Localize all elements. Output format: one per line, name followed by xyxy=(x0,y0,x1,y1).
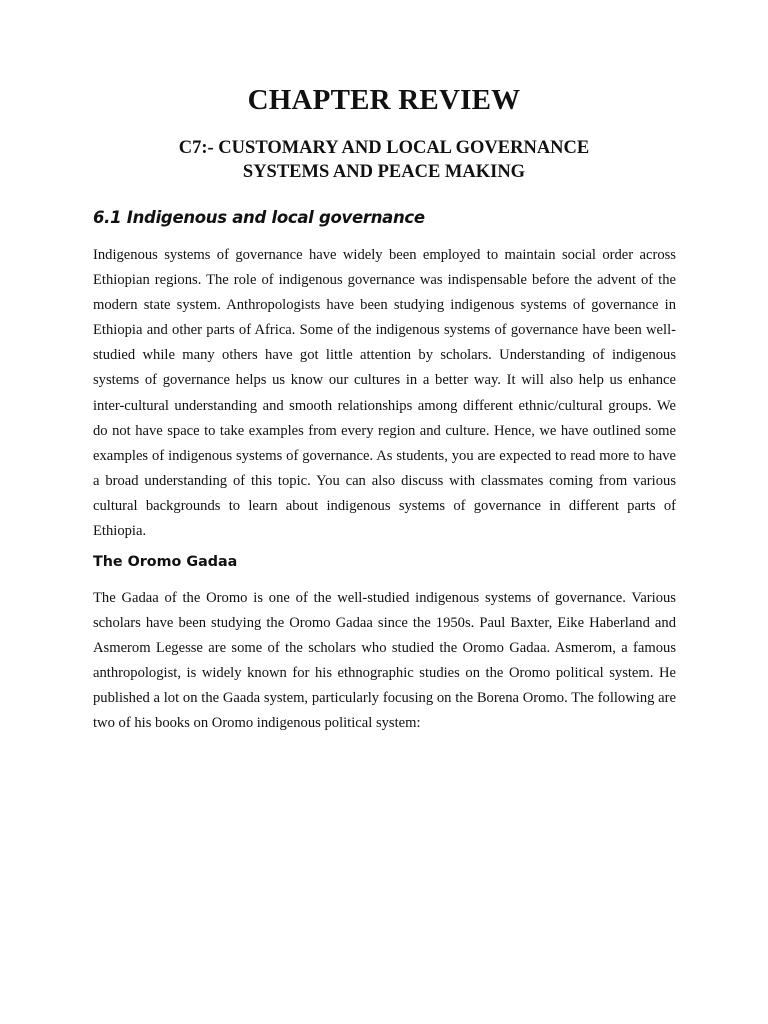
paragraph-indigenous-governance: Indigenous systems of governance have widely been employed to maintain social order across Ethiopian regions. The role of indigenous governance was indispensable before the advent of the modern state system. Anthropologists have been studying indigenous systems of governance in Ethiopia and other parts of Africa. Some of the indigenous systems of governance have been well-studied while many others have got little attention by scholars. Understanding of indigenous systems of governance helps us know our cultures in a better way. It will also help us enhance inter-cultural understanding and smooth relationships among different ethnic/cultural groups. We do not have space to take examples from every region and culture. Hence, we have outlined some examples of indigenous systems of governance. As students, you are expected to read more to have a broad understanding of this topic. You can also discuss with classmates coming from various cultural backgrounds to learn about indigenous systems of governance in different parts of Ethiopia. xyxy=(93,247,676,540)
paragraph-oromo-gadaa: The Gadaa of the Oromo is one of the well-studied indigenous systems of governance. Various scholars have been studying the Oromo Gadaa since the 1950s. Paul Baxter, Eike Haberland and Asmerom Legesse are some of the scholars who studied the Oromo Gadaa. Asmerom, a famous anthropologist, is widely known for his ethnographic studies on the Oromo political system. He published a lot on the Gaada system, particularly focusing on the Borena Oromo. The following are two of his books on Oromo indigenous political system: xyxy=(93,590,676,732)
subheading-oromo-gadaa: The Oromo Gadaa xyxy=(93,554,238,570)
chapter-heading xyxy=(0,136,768,184)
document-title: CHAPTER REVIEW xyxy=(247,84,521,116)
chapter-heading-line-1: C7:- CUSTOMARY AND LOCAL GOVERNANCE xyxy=(178,138,590,158)
section-heading: 6.1 Indigenous and local governance xyxy=(93,208,425,227)
chapter-heading-line-2: SYSTEMS AND PEACE MAKING xyxy=(242,162,526,182)
